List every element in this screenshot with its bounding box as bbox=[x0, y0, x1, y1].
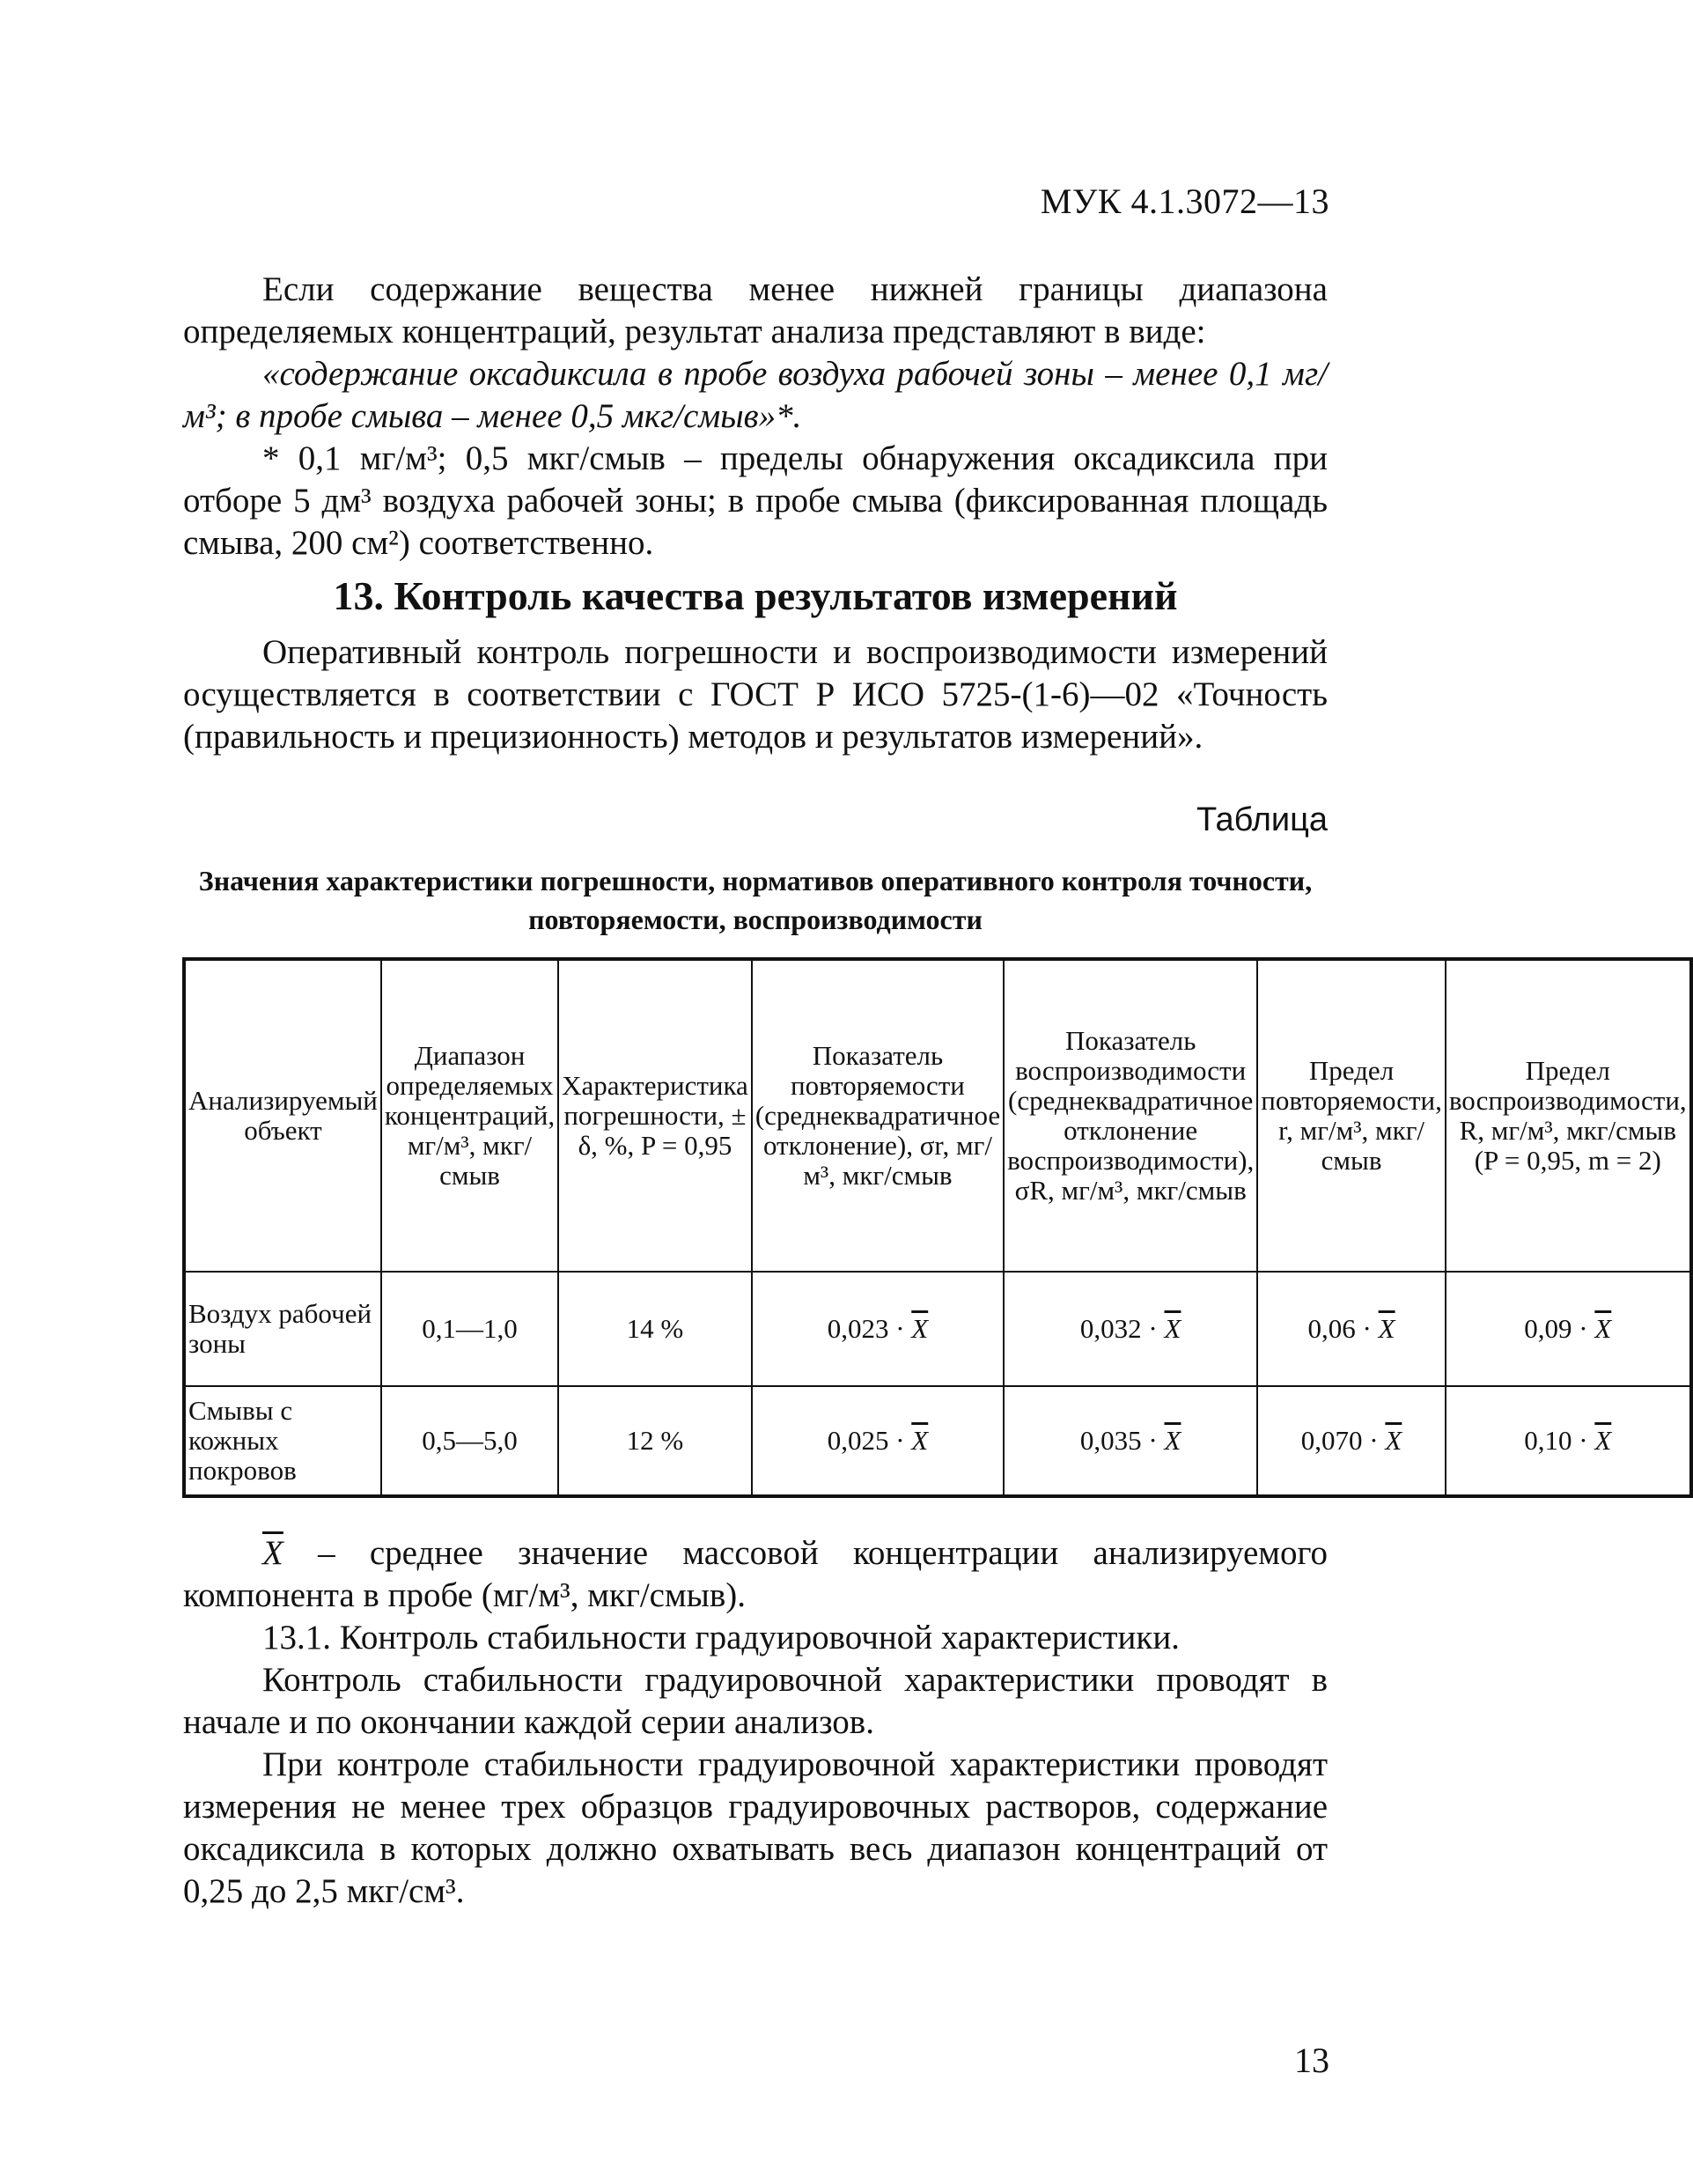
cell-sigma-R: $0,035 \cdot \overline{X}$ bbox=[1004, 1386, 1257, 1496]
xbar-definition: $\overline{X}$ – среднее значение массовой концентрации анализируемого компонента в пробе (мг/м³, мкг/смыв). bbox=[183, 1534, 1328, 1614]
cell-error: 12 % bbox=[558, 1386, 752, 1496]
paragraph: Контроль стабильности градуировочной характеристики проводят в начале и по окончании каждой серии анализов. bbox=[183, 1661, 1328, 1741]
header-reproducibility-limit: Предел воспроизводимости, R, мг/м³, мкг/смыв (P = 0,95, m = 2) bbox=[1446, 959, 1691, 1272]
header-range: Диапазон определяемых концентраций, мг/м³, мкг/смыв bbox=[381, 959, 558, 1272]
header-repeatability-index: Показатель повторяемости (среднеквадратичное отклонение), σr, мг/м³, мкг/смыв bbox=[752, 959, 1004, 1272]
cell-sigma-r: $0,025 \cdot \overline{X}$ bbox=[752, 1386, 1004, 1496]
header-error: Характеристика погрешности, ± δ, %, P = 0,95 bbox=[558, 959, 752, 1272]
cell-range: 0,5—5,0 bbox=[381, 1386, 558, 1496]
table-label: Таблица bbox=[1196, 801, 1328, 838]
footnote: * 0,1 мг/м³; 0,5 мкг/смыв – пределы обнаружения оксадиксила при отборе 5 дм³ воздуха рабочей зоны; в пробе смыва (фиксированная площадь смыва, 200 см²) соответственно. bbox=[183, 439, 1328, 562]
table-row bbox=[184, 1272, 1691, 1386]
cell-sigma-R: $0,032 \cdot \overline{X}$ bbox=[1004, 1272, 1257, 1386]
intro-quote: «содержание оксадиксила в пробе воздуха рабочей зоны – менее 0,1 мг/м³; в пробе смыва – менее 0,5 мкг/смыв»*. bbox=[183, 355, 1328, 435]
cell-limit-r: $0,070 \cdot \overline{X}$ bbox=[1257, 1386, 1446, 1496]
cell-object: Смывы с кожных покровов bbox=[184, 1386, 381, 1496]
table-row bbox=[184, 1386, 1691, 1496]
table-title: Значения характеристики погрешности, нормативов оперативного контроля точности, повторяемости, воспроизводимости bbox=[198, 865, 1313, 935]
cell-object: Воздух рабочей зоны bbox=[184, 1272, 381, 1386]
subsection-title: 13.1. Контроль стабильности градуировочной характеристики. bbox=[262, 1619, 1180, 1656]
section-paragraph: Оперативный контроль погрешности и воспроизводимости измерений осуществляется в соответствии с ГОСТ Р ИСО 5725-(1-6)—02 «Точность (правильность и прецизионность) методов и результатов измерений». bbox=[183, 633, 1328, 756]
cell-sigma-r: $0,023 \cdot \overline{X}$ bbox=[752, 1272, 1004, 1386]
page-number: 13 bbox=[1294, 2040, 1329, 2080]
header-object: Анализируемый объект bbox=[184, 959, 381, 1272]
intro-paragraph: Если содержание вещества менее нижней границы диапазона определяемых концентраций, результат анализа представляют в виде: bbox=[183, 270, 1328, 350]
header-repeatability-limit: Предел повторяемости, r, мг/м³, мкг/смыв bbox=[1257, 959, 1446, 1272]
paragraph: При контроле стабильности градуировочной характеристики проводят измерения не менее трех образцов градуировочных растворов, содержание оксадиксила в которых должно охватывать весь диапазон концентраций от 0,25 до 2,5 мкг/см³. bbox=[183, 1745, 1328, 1910]
header-reproducibility-index: Показатель воспроизводимости (среднеквадратичное отклонение воспроизводимости), σR, мг/м³, мкг/смыв bbox=[1004, 959, 1257, 1272]
document-code: МУК 4.1.3072—13 bbox=[1040, 181, 1329, 221]
table-header-row bbox=[184, 959, 1691, 1272]
data-table bbox=[182, 957, 1693, 1498]
cell-range: 0,1—1,0 bbox=[381, 1272, 558, 1386]
section-title: 13. Контроль качества результатов измерений bbox=[333, 573, 1178, 618]
cell-limit-R: $0,09 \cdot \overline{X}$ bbox=[1446, 1272, 1691, 1386]
cell-error: 14 % bbox=[558, 1272, 752, 1386]
cell-limit-R: $0,10 \cdot \overline{X}$ bbox=[1446, 1386, 1691, 1496]
cell-limit-r: $0,06 \cdot \overline{X}$ bbox=[1257, 1272, 1446, 1386]
